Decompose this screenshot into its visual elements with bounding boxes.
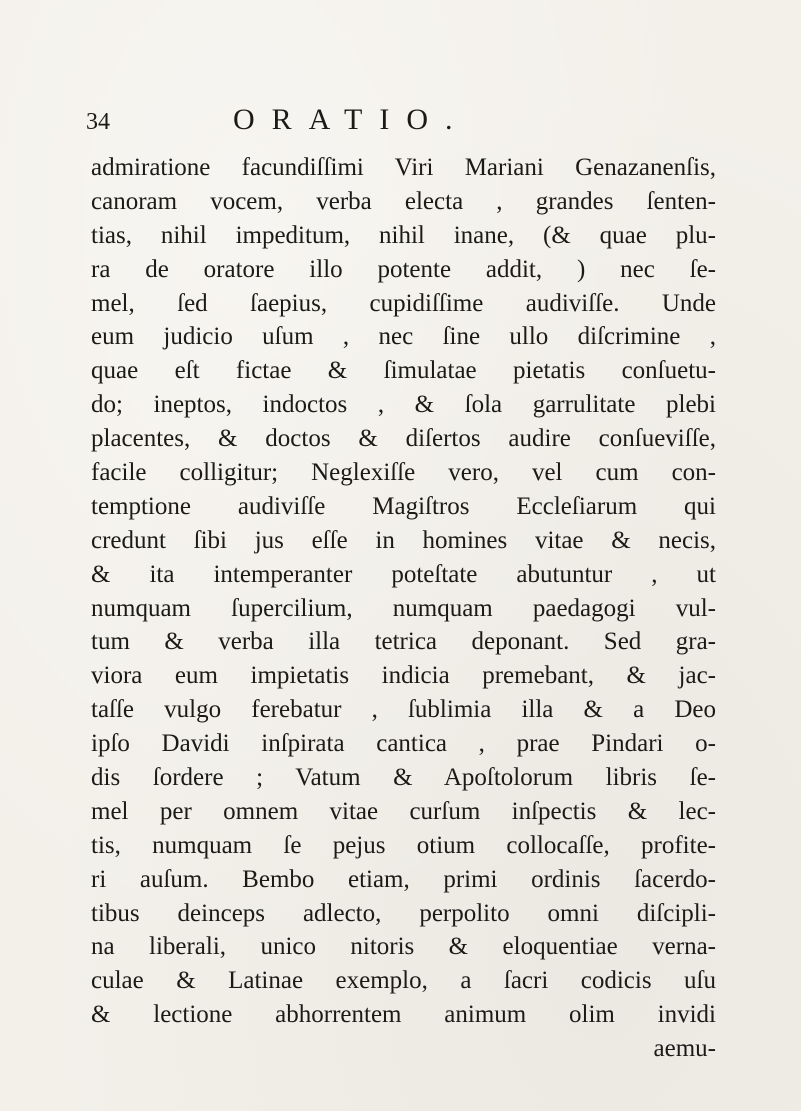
text-line: numquam ſupercilium, numquam paedagogi vul-	[91, 594, 716, 622]
text-line: ra de oratore illo potente addit, ) nec ſe-	[91, 255, 716, 283]
text-line: facile colligitur; Neglexiſſe vero, vel cum con-	[91, 459, 716, 487]
text-line: viora eum impietatis indicia premebant, & jac-	[91, 662, 716, 690]
text-line: admiratione facundiſſimi Viri Mariani Genazanenſis,	[91, 154, 716, 181]
body-text	[91, 151, 716, 1066]
text-line: quae eſt fictae & ſimulatae pietatis conſuetu-	[91, 357, 716, 385]
text-line: ri auſum. Bembo etiam, primi ordinis ſacerdo-	[91, 865, 716, 893]
text-line: tibus deinceps adlecto, perpolito omni diſcipli-	[91, 899, 716, 927]
text-line: eum judicio uſum , nec ſine ullo diſcrimine ,	[91, 323, 716, 351]
text-line: placentes, & doctos & diſertos audire conſueviſſe,	[91, 425, 716, 453]
text-line: dis ſordere ; Vatum & Apoſtolorum libris ſe-	[91, 764, 716, 792]
text-line: & lectione abhorrentem animum olim invidi	[91, 1001, 716, 1029]
text-line: ipſo Davidi inſpirata cantica , prae Pindari o-	[91, 730, 716, 758]
catchword: aemu-	[653, 1035, 716, 1063]
text-line: & ita intemperanter poteſtate abutuntur , ut	[91, 560, 716, 588]
text-line: canoram vocem, verba electa , grandes ſenten-	[91, 187, 716, 215]
text-line: credunt ſibi jus eſſe in homines vitae & necis,	[91, 526, 716, 554]
text-line: mel per omnem vitae curſum inſpectis & lec-	[91, 797, 716, 825]
text-line: tias, nihil impeditum, nihil inane, (& quae plu-	[91, 221, 716, 249]
page-number: 34	[86, 109, 110, 135]
text-line: na liberali, unico nitoris & eloquentiae verna-	[91, 933, 716, 961]
running-head: ORATIO.	[233, 103, 470, 136]
text-line: mel, ſed ſaepius, cupidiſſime audiviſſe. Unde	[91, 289, 716, 317]
text-line: do; ineptos, indoctos , & ſola garrulitate plebi	[91, 391, 716, 419]
text-line: culae & Latinae exemplo, a ſacri codicis uſu	[91, 967, 716, 995]
page-header	[86, 103, 726, 147]
text-line: tum & verba illa tetrica deponant. Sed gra-	[91, 628, 716, 656]
text-line: taſſe vulgo ferebatur , ſublimia illa & a Deo	[91, 696, 716, 724]
text-line: temptione audiviſſe Magiſtros Eccleſiarum qui	[91, 492, 716, 520]
text-line: tis, numquam ſe pejus otium collocaſſe, profite-	[91, 831, 716, 859]
